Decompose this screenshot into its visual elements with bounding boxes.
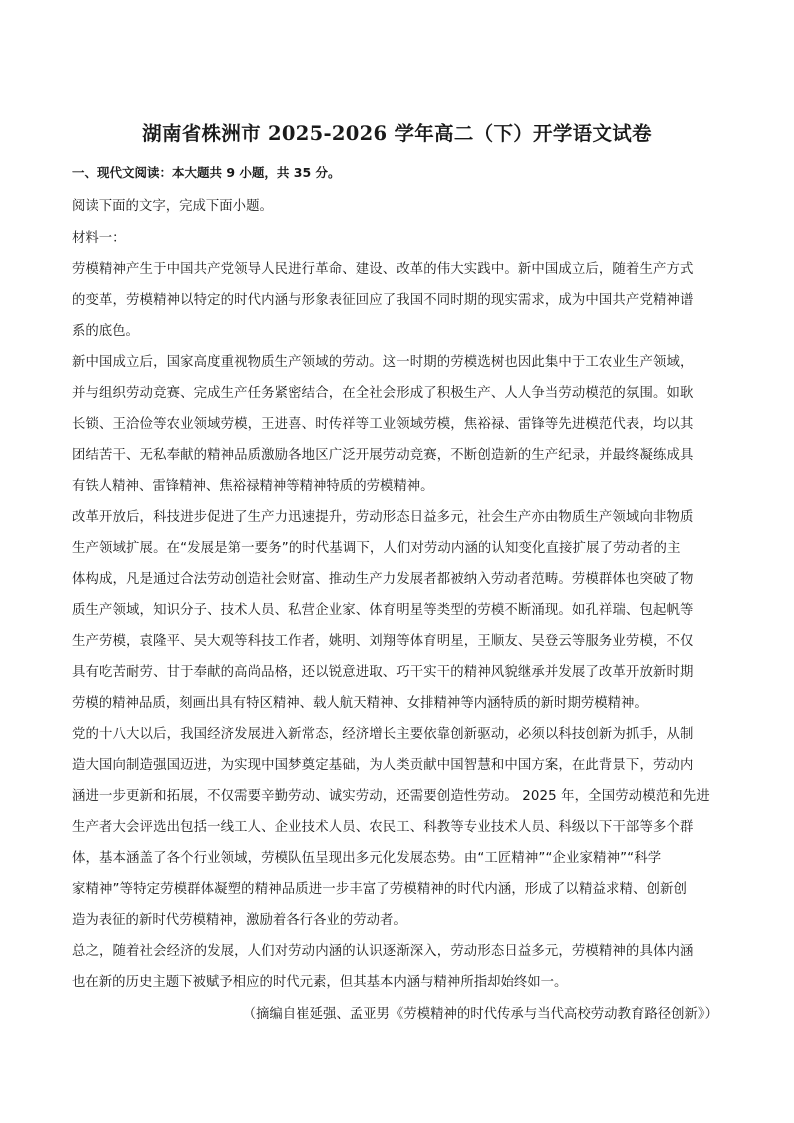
text-line: 具有吃苦耐劳、甘于奉献的高尚品格，还以锐意进取、巧干实干的精神风貌继承并发展了改革开放新时期 bbox=[72, 665, 694, 680]
source-citation: （摘编自崔延强、孟亚男《劳模精神的时代传承与当代高校劳动教育路径创新》） bbox=[242, 1007, 718, 1022]
text-line: 家精神”等特定劳模群体凝塑的精神品质进一步丰富了劳模精神的时代内涵，形成了以精益求精、创新创 bbox=[72, 882, 688, 897]
text-line: 总之，随着社会经济的发展，人们对劳动内涵的认识逐渐深入，劳动形态日益多元，劳模精神的具体内涵 bbox=[72, 944, 694, 959]
text-line: 质生产领域，知识分子、技术人员、私营企业家、体育明星等类型的劳模不断涌现。如孔祥瑞、包起帆等 bbox=[72, 603, 694, 618]
text-line: 党的十八大以后，我国经济发展进入新常态，经济增长主要依靠创新驱动，必须以科技创新为抓手，从制 bbox=[72, 727, 694, 742]
text-line: 体，基本涵盖了各个行业领域，劳模队伍呈现出多元化发展态势。由“工匠精神”“企业家精神”“科学 bbox=[72, 851, 662, 866]
text-line: 改革开放后，科技进步促进了生产力迅速提升，劳动形态日益多元，社会生产亦由物质生产领域向非物质 bbox=[72, 510, 694, 525]
text-line: 新中国成立后，国家高度重视物质生产领域的劳动。这一时期的劳模选树也因此集中于工农业生产领域， bbox=[72, 355, 694, 370]
text-line: 涵进一步更新和拓展，不仅需要辛勤劳动、诚实劳动，还需要创造性劳动。 2025 年，全国劳动模范和先进 bbox=[72, 789, 710, 804]
exam-title: 湖南省株洲市 2025-2026 学年高二（下）开学语文试卷 bbox=[142, 122, 652, 145]
text-line: 造大国向制造强国迈进，为实现中国梦奠定基础，为人类贡献中国智慧和中国方案，在此背景下，劳动内 bbox=[72, 758, 694, 773]
text-line: 生产劳模，袁隆平、吴大观等科技工作者，姚明、刘翔等体育明星，王顺友、吴登云等服务业劳模，不仅 bbox=[72, 634, 694, 649]
text-line: 体构成，凡是通过合法劳动创造社会财富、推动生产力发展者都被纳入劳动者范畴。劳模群体也突破了物 bbox=[72, 572, 694, 587]
text-line: 劳模的精神品质，刻画出具有特区精神、载人航天精神、女排精神等内涵特质的新时期劳模精神。 bbox=[72, 696, 648, 711]
text-line: 生产领域扩展。在“发展是第一要务”的时代基调下，人们对劳动内涵的认知变化直接扩展了劳动者的主 bbox=[72, 541, 681, 556]
text-line: 有铁人精神、雷锋精神、焦裕禄精神等精神特质的劳模精神。 bbox=[72, 479, 434, 494]
text-line: 造为表征的新时代劳模精神，激励着各行各业的劳动者。 bbox=[72, 913, 407, 928]
section-heading: 一、现代文阅读：本大题共 9 小题，共 35 分。 bbox=[72, 165, 341, 180]
text-line: 并与组织劳动竞赛、完成生产任务紧密结合，在全社会形成了积极生产、人人争当劳动模范的氛围。如耿 bbox=[72, 386, 694, 401]
text-line: 生产者大会评选出包括一线工人、企业技术人员、农民工、科教等专业技术人员、科级以下干部等多个群 bbox=[72, 820, 694, 835]
text-line: 长锁、王洽俭等农业领域劳模，王进喜、时传祥等工业领域劳模，焦裕禄、雷锋等先进模范代表，均以其 bbox=[72, 417, 694, 432]
text-line: 的变革，劳模精神以特定的时代内涵与形象表征回应了我国不同时期的现实需求，成为中国共产党精神谱 bbox=[72, 293, 694, 308]
text-line: 团结苦干、无私奉献的精神品质激励各地区广泛开展劳动竞赛，不断创造新的生产纪录，并最终凝练成具 bbox=[72, 448, 694, 463]
text-line: 系的底色。 bbox=[72, 324, 139, 339]
material-label: 材料一： bbox=[72, 231, 126, 246]
instruction-line: 阅读下面的文字，完成下面小题。 bbox=[72, 199, 273, 214]
text-line: 也在新的历史主题下被赋予相应的时代元素，但其基本内涵与精神所指却始终如一。 bbox=[72, 975, 568, 990]
text-line: 劳模精神产生于中国共产党领导人民进行革命、建设、改革的伟大实践中。新中国成立后，随着生产方式 bbox=[72, 262, 694, 277]
